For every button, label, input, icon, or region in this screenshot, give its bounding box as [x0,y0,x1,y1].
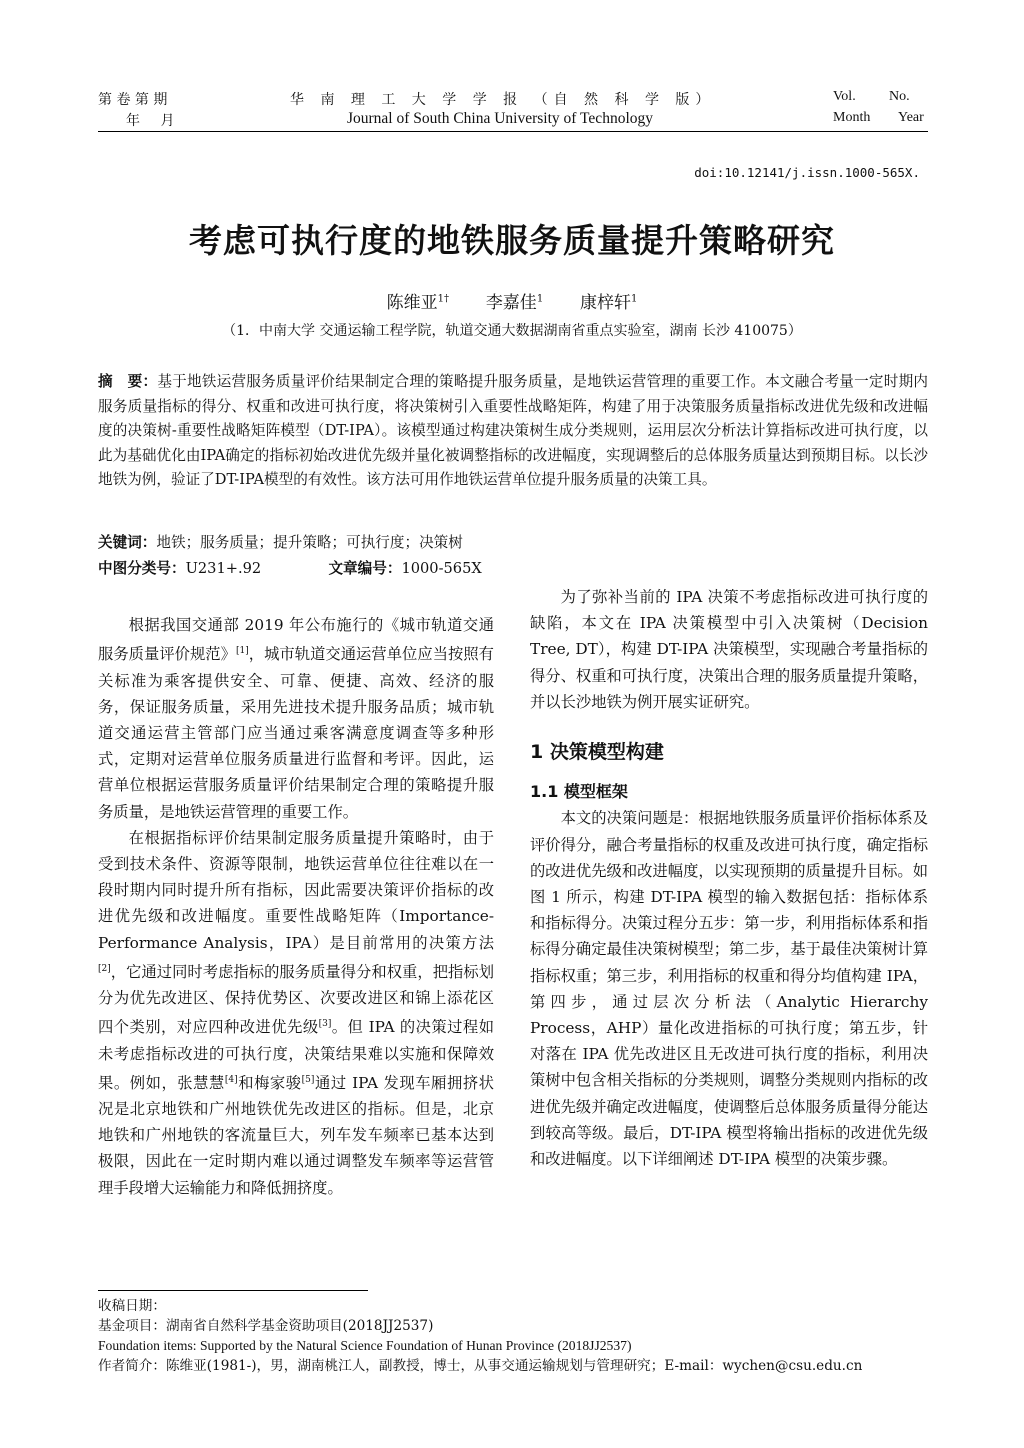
paragraph [98,612,494,825]
citation[interactable]: [1] [235,646,249,657]
text-span: 根据我国交通部 2019 年公布施行的《城市轨道交通服务质量评价规范》 [98,616,494,664]
text-span: 。但 IPA 的决策过程如未考虑指标改进的可执行度，决策结果难以实施和保障效果。例如，张慧慧 [98,1018,494,1092]
journal-issue-label: 第 卷 第 期 [98,92,168,108]
affiliation: （1．中南大学 交通运输工程学院，轨道交通大数据湖南省重点实验室，湖南 长沙 410075） [222,323,802,339]
text-span: ，城市轨道交通运营单位应当按照有关标准为乘客提供安全、可靠、便捷、高效、经济的服务，保证服务质量，采用先进技术提升服务品质；城市轨道交通运营主管部门应当通过乘客满意度调查等多种形式，定期对运营单位服务质量进行监督和考评。因此，运营单位根据运营服务质量评价结果制定合理的策略提升服务质量，是地铁运营管理的重要工作。 [98,645,494,821]
journal-date-label: 年 月 [126,113,175,129]
abstract-text: 基于地铁运营服务质量评价结果制定合理的策略提升服务质量，是地铁运营管理的重要工作。本文融合考量一定时期内服务质量指标的得分、权重和改进可执行度，将决策树引入重要性战略矩阵，构建了用于决策服务质量指标改进优先级和改进幅度的决策树-重要性战略矩阵模型（DT-IPA）。该模型通过构建决策树生成分类规则，运用层次分析法计算指标改进可执行度，以此为基础优化由IPA确定的指标初始改进优先级并量化被调整指标的改进幅度，实现调整后的总体服务质量达到预期目标。以长沙地铁为例，验证了DT-IPA模型的有效性。该方法可用作地铁运营单位提升服务质量的决策工具。 [98,373,928,489]
citation[interactable]: [5] [301,1074,315,1085]
article-no-label: 文章编号： [328,560,402,577]
clc-value: U231+.92 [185,560,262,577]
left-column [98,612,494,1201]
clc-label: 中图分类号： [98,560,186,577]
fund-info: 基金项目：湖南省自然科学基金资助项目(2018JJ2537) [98,1318,434,1334]
month-label: Month [833,110,871,125]
author-list [0,288,1024,313]
citation[interactable]: [4] [224,1074,238,1085]
paper-title: 考虑可执行度的地铁服务质量提升策略研究 [189,221,835,260]
author-info: 作者简介：陈维亚(1981-)，男，湖南桃江人，副教授，博士，从事交通运输规划与管理研究；E-mail：wychen@csu.edu.cn [98,1358,863,1374]
paragraph [98,825,494,1201]
author-name: 陈维亚 [386,293,438,313]
subsection-heading: 1.1 模型框架 [530,782,628,802]
text-span: ，它通过同时考虑指标的服务质量得分和权重，把指标划分为优先改进区、保持优势区、次要改进区和锦上添花区四个类别，对应四种改进优先级 [98,962,494,1037]
author-mark: 1† [437,293,449,305]
text-span: 在根据指标评价结果制定服务质量提升策略时，由于受到技术条件、资源等限制，地铁运营单位往往难以在一段时期内同时提升所有指标，因此需要决策评价指标的改进优先级和改进幅度。重要性战略矩阵（Importance-Performance Analysis，IPA）是目前常用的决策方法 [98,828,494,952]
author-name: 康梓轩 [580,293,631,313]
keywords-label: 关键词： [98,534,157,551]
journal-name-en: Journal of South China University of Technology [346,110,653,127]
text-span: 通过 IPA 发现车厢拥挤状况是北京地铁和广州地铁优先改进区的指标。但是，北京地铁和广州地铁的客流量巨大，列车发车频率已基本达到极限，因此在一定时期内难以通过调整发车频率等运营管理手段增大运输能力和降低拥挤度。 [98,1073,494,1197]
article-no-value: 1000-565X [401,560,482,577]
fund-info-en: Foundation items: Supported by the Natural Science Foundation of Hunan Province (2018JJ2537) [98,1338,632,1353]
paragraph: 为了弥补当前的 IPA 决策不考虑指标改进可执行度的缺陷，本文在 IPA 决策模型中引入决策树（Decision Tree, DT），构建 DT-IPA 决策模型，实现融合考量指标的得分、权重和可执行度，决策出合理的服务质量提升策略，并以长沙地铁为例开展实证研究。 [530,588,928,711]
abstract-label: 摘 要： [98,373,158,390]
author-mark: 1 [631,293,638,305]
citation[interactable]: [3] [318,1019,332,1030]
keywords [98,531,928,556]
keywords-text: 地铁；服务质量；提升策略；可执行度；决策树 [156,534,463,551]
text-span: 和梅家骏 [237,1073,302,1092]
header-rule [98,131,928,132]
journal-name-cn: 华 南 理 工 大 学 学 报 （自 然 科 学 版） [290,92,716,108]
right-column [530,584,928,1172]
footnote-rule [98,1290,368,1291]
year-label: Year [898,110,924,125]
section-heading: 1 决策模型构建 [530,741,664,764]
no-label: No. [889,89,910,104]
citation[interactable]: [2] [98,963,111,974]
author-mark: 1 [536,293,544,305]
vol-label: Vol. [833,89,856,104]
classification-line [98,557,928,582]
received-date: 收稿日期： [98,1298,166,1314]
doi: doi:10.12141/j.issn.1000-565X. [694,165,920,180]
paragraph: 本文的决策问题是：根据地铁服务质量评价指标体系及评价得分，融合考量指标的权重及改进可执行度，确定指标的改进优先级和改进幅度，以实现预期的质量提升目标。如图 1 所示，构建 DT-IPA 模型的输入数据包括：指标体系和指标得分。决策过程分五步：第一步，利用指标体系和指标得分确定最佳决策树模型；第二步，基于最佳决策树计算指标权重；第三步，利用指标的权重和得分均值构建 IPA，第四步，通过层次分析法（Analytic Hierarchy Process，AHP）量化改进指标的可执行度；第五步，针对落在 IPA 优先改进区且无改进可执行度的指标，利用决策树中包含相关指标的分类规则，调整分类规则内指标的改进优先级并确定改进幅度，使调整后总体服务质量得分能达到较高等级。最后，DT-IPA 模型将输出指标的改进优先级和改进幅度。以下详细阐述 DT-IPA 模型的决策步骤。 [530,809,928,1169]
abstract [98,370,928,493]
footnotes [98,1296,928,1376]
author-name: 李嘉佳 [485,293,537,313]
